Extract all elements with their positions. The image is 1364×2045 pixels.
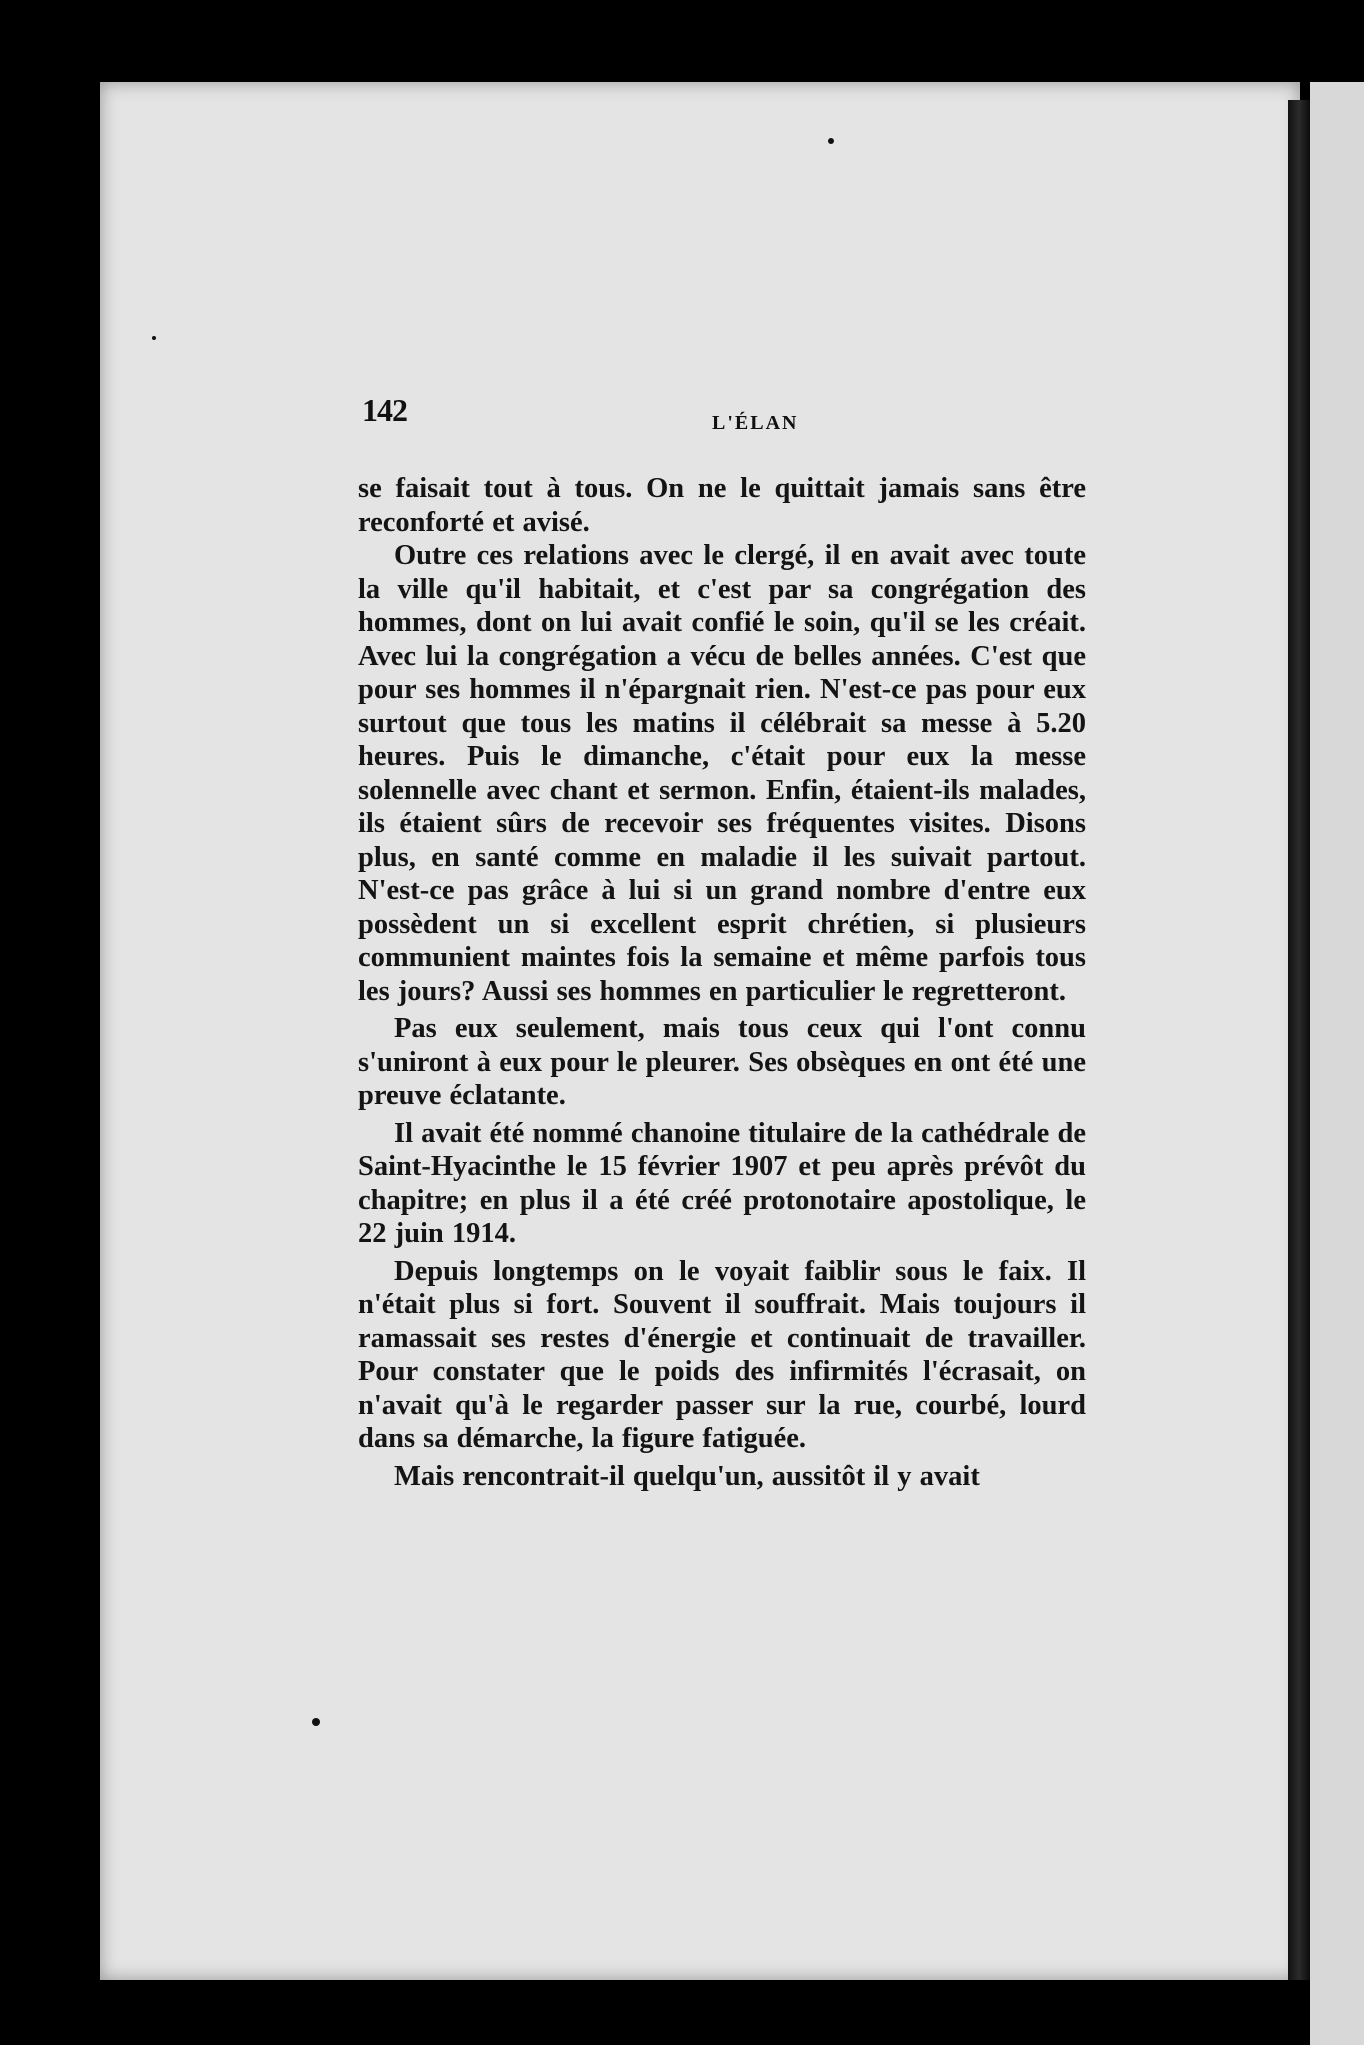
paragraph: Il avait été nommé chanoine titulaire de la cathédrale de Saint-Hyacinthe le 15 février 1907 et peu après prévôt du chapitre; en plus il a été créé protonotaire apostolique, le 22 juin 1914. — [358, 1117, 1086, 1249]
scan-speck — [828, 138, 834, 144]
body-text — [358, 472, 1086, 1493]
scan-speck — [152, 336, 156, 340]
adjacent-page-edge — [1310, 82, 1364, 2045]
running-title: L'ÉLAN — [712, 412, 799, 434]
paragraph: Outre ces relations avec le clergé, il en avait avec toute la ville qu'il habitait, et c'est par sa congrégation des hommes, dont on lui avait confié le soin, qu'il se les créait. Avec lui la congrégation a vécu de belles années. C'est que pour ses hommes il n'épargnait rien. N'est-ce pas pour eux surtout que tous les matins il célébrait sa messe à 5.20 heures. Puis le dimanche, c'était pour eux la messe solennelle avec chant et sermon. Enfin, étaient-ils malades, ils étaient sûrs de recevoir ses fréquentes visites. Disons plus, en santé comme en maladie il les suivait partout. N'est-ce pas grâce à lui si un grand nombre d'entre eux possèdent un si excellent esprit chrétien, si plusieurs communient maintes fois la semaine et même parfois tous les jours? Aussi ses hommes en particulier le regretteront. — [358, 540, 1086, 1007]
paragraph: se faisait tout à tous. On ne le quittait jamais sans être reconforté et avisé. — [358, 473, 1086, 538]
scan-speck — [312, 1718, 320, 1726]
paragraph: Mais rencontrait-il quelqu'un, aussitôt il y avait — [394, 1460, 980, 1492]
page-header — [362, 392, 1082, 442]
page-number: 142 — [362, 392, 407, 428]
book-spine-shadow — [1288, 100, 1310, 1980]
paragraph: Depuis longtemps on le voyait faiblir sous le faix. Il n'était plus si fort. Souvent il souffrait. Mais toujours il ramassait ses restes d'énergie et continuait de travailler. Pour constater que le poids des infirmités l'écrasait, on n'avait qu'à le regarder passer sur la rue, courbé, lourd dans sa démarche, la figure fatiguée. — [358, 1255, 1086, 1454]
paragraph: Pas eux seulement, mais tous ceux qui l'ont connu s'uniront à eux pour le pleurer. Ses obsèques en ont été une preuve éclatante. — [358, 1013, 1086, 1111]
